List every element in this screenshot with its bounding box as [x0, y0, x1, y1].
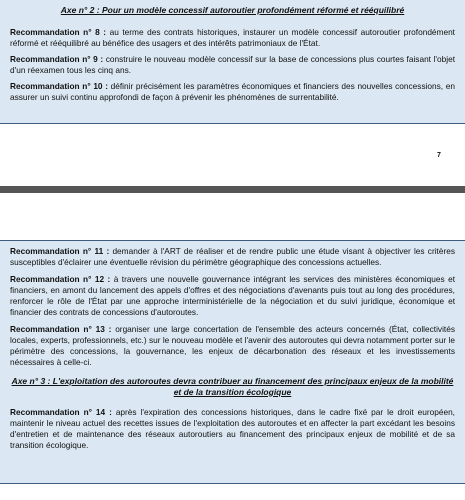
recommendation-10	[10, 81, 455, 103]
axe-2-title: Axe n° 2 : Pour un modèle concessif autoroutier profondément réformé et rééquilibré	[60, 5, 405, 15]
page-gap	[0, 193, 465, 240]
recommendation-label: Recommandation n° 8 :	[10, 27, 107, 37]
recommendation-label: Recommandation n° 12 :	[10, 274, 111, 284]
recommendation-8	[10, 27, 455, 49]
recommendation-text: construire le nouveau modèle concessif sur la base de concessions plus courtes faisant l'objet d'un réexamen tous les cinq ans.	[10, 54, 455, 75]
recommendation-12	[10, 274, 455, 318]
recommendation-label: Recommandation n° 14 :	[10, 407, 112, 417]
recommendation-label: Recommandation n° 13 :	[10, 324, 112, 334]
recommendation-label: Recommandation n° 11 :	[10, 246, 110, 256]
recommendation-9	[10, 54, 455, 76]
recommendation-text: au terme des contrats historiques, instaurer un modèle concessif autoroutier profondément réformé et rééquilibré au bénéfice des usagers et des intérêts patrimoniaux de l'État.	[10, 27, 455, 48]
page-separator	[0, 186, 465, 193]
recommendation-11	[10, 246, 455, 268]
axe-3-title: Axe n° 3 : L'exploitation des autoroutes devra contribuer au financement des principaux enjeux de la mobilité et de la transition écologique	[11, 376, 454, 397]
page-upper	[0, 0, 465, 186]
recommendation-text: demander à l'ART de réaliser et de rendre public une étude visant à objectiver les critères susceptibles d'éclairer une éventuelle révision du périmètre géographique des concessions actuelles.	[10, 246, 455, 267]
recommendation-text: après l'expiration des concessions historiques, dans le cadre fixé par le droit européen, maintenir le niveau actuel des recettes issues de l'exploitation des autoroutes et en affecter la part excédant les besoins d'entretien et de maintenance des réseaux autoroutiers au financement des principaux enjeux de mobilité et de sa transition écologique.	[10, 407, 455, 450]
recommendation-text: définir précisément les paramètres économiques et financiers des nouvelles concessions, en assurer un suivi continu approfondi de façon à prévenir les phénomènes de surrentabilité.	[10, 81, 456, 102]
recommendation-text: à travers une nouvelle gouvernance intégrant les services des ministères économiques et financiers, en amont du lancement des appels d'offres et des négociations d'avenants puis tout au long des procédures, renforcer le rôle de l'État par une approche interministérielle de la négociation et du suivi juridique, économique et financier des contrats de concessions d'autoroutes.	[10, 274, 455, 317]
page-number: 7	[437, 152, 441, 159]
recommendation-13	[10, 324, 455, 368]
recommendation-text: organiser une large concertation de l'ensemble des acteurs concernés (État, collectivités locales, experts, professionnels, etc.) sur le nouveau modèle et l'avenir des autoroutes qui devra notamment porter sur le périmètre des concessions, la gouvernance, les enjeux de décarbonation des réseaux et les investissements nécessaires à celle-ci.	[10, 324, 455, 367]
recommendations-box-axe-3	[0, 240, 465, 484]
recommendations-box-axe-2	[0, 0, 465, 124]
recommendation-label: Recommandation n° 9 :	[10, 54, 104, 64]
recommendation-14	[10, 407, 455, 451]
recommendation-label: Recommandation n° 10 :	[10, 81, 108, 91]
